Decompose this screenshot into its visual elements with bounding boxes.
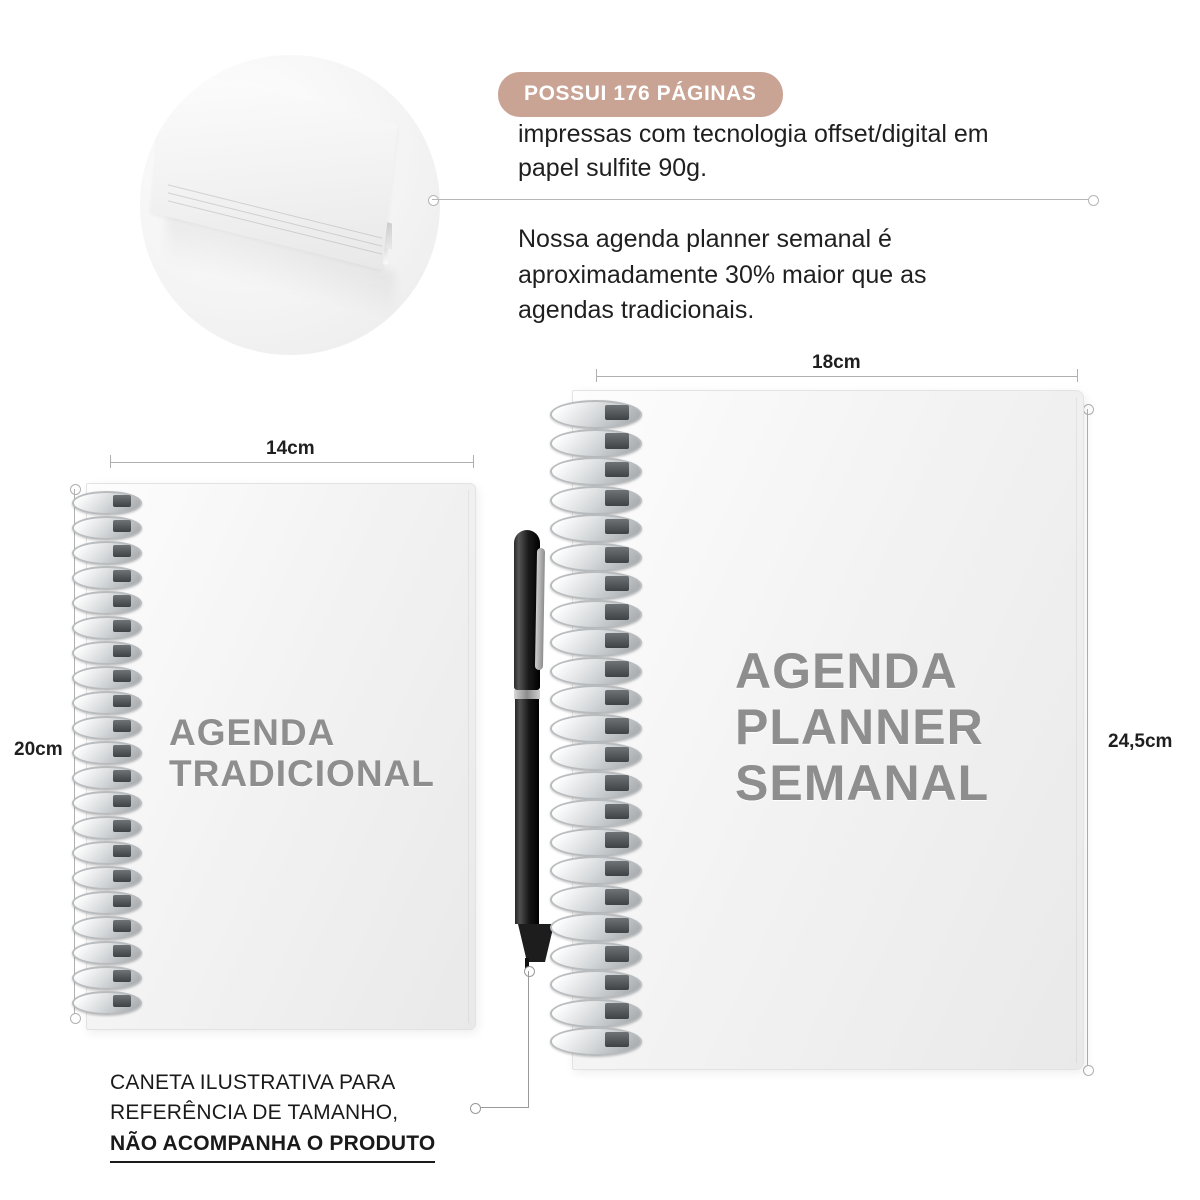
pen-disclaimer	[110, 1068, 435, 1163]
pen-leader-vertical	[528, 971, 529, 1107]
dim-label-small-width: 14cm	[266, 438, 315, 459]
dim-cap	[473, 455, 474, 468]
pen-cone	[518, 924, 554, 962]
pen-disclaimer-line2: REFERÊNCIA DE TAMANHO,	[110, 1101, 399, 1125]
illustrative-pen	[505, 530, 551, 970]
dim-line-small-height	[74, 489, 75, 1017]
dim-cap	[1077, 369, 1078, 382]
dim-dot	[70, 1013, 81, 1024]
pen-disclaimer-line1: CANETA ILUSTRATIVA PARA	[110, 1071, 396, 1094]
page-count-badge: POSSUI 176 PÁGINAS	[498, 72, 783, 117]
divider-dot-left	[428, 195, 439, 206]
pen-leader-horizontal	[478, 1107, 529, 1108]
divider-line	[432, 199, 1094, 200]
dim-dot	[1083, 1065, 1094, 1076]
paper-stack-photo	[140, 55, 440, 355]
dim-label-large-height: 24,5cm	[1108, 731, 1173, 752]
notebook-traditional-title: AGENDA TRADICIONAL	[169, 712, 435, 795]
pen-leader-dot-end	[470, 1103, 481, 1114]
paper-stack-illustration	[158, 93, 423, 328]
notebook-traditional	[86, 483, 476, 1030]
dim-label-large-width: 18cm	[812, 352, 861, 373]
dim-line-large-height	[1087, 409, 1088, 1069]
pen-clip	[535, 548, 545, 670]
dim-line-small-width	[110, 462, 474, 463]
pen-disclaimer-line3: NÃO ACOMPANHA O PRODUTO	[110, 1129, 435, 1163]
subtext: Nossa agenda planner semanal é aproximadamente 30% maior que as agendas tradicionais.	[518, 225, 927, 324]
divider-dot-right	[1088, 195, 1099, 206]
dim-dot	[70, 484, 81, 495]
headline-text: impressas com tecnologia offset/digital em papel sulfite 90g.	[518, 120, 989, 182]
notebook-weekly-planner	[572, 390, 1084, 1070]
pen-ring	[514, 690, 540, 699]
dim-line-large-width	[596, 376, 1078, 377]
dim-label-small-height: 20cm	[14, 739, 63, 760]
pen-leader-dot-top	[524, 966, 535, 977]
pen-body	[515, 699, 539, 924]
notebook-planner-title: AGENDA PLANNER SEMANAL	[735, 643, 990, 811]
dim-dot	[1083, 404, 1094, 415]
